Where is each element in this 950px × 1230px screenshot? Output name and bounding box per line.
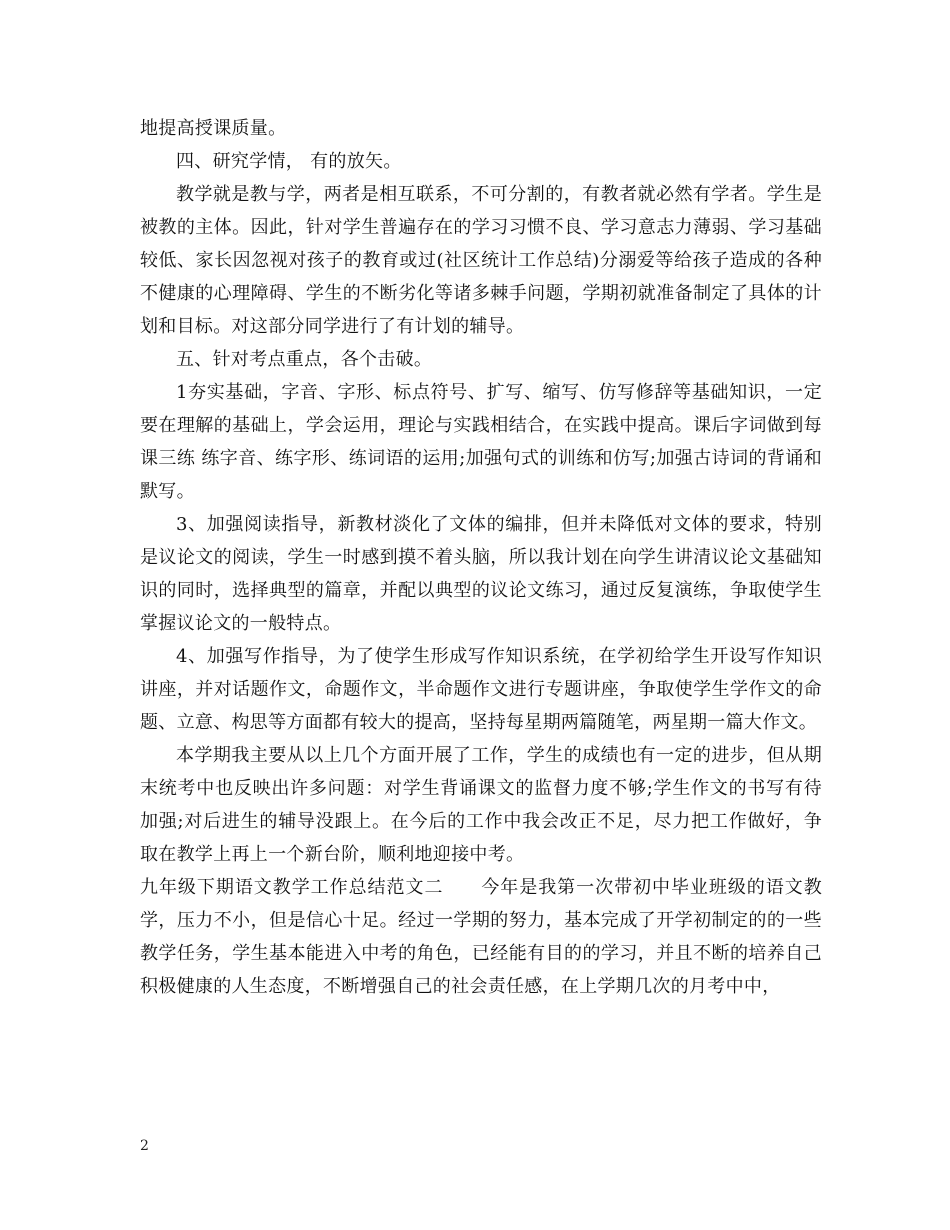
page-number: 2 — [140, 1138, 149, 1154]
paragraph-basics: 1夯实基础，字音、字形、标点符号、扩写、缩写、仿写修辞等基础知识，一定要在理解的基础上，学会运用，理论与实践相结合，在实践中提高。课后字词做到每课三练 练字音、练字形、练词语的运用;加强句式的训练和仿写;加强古诗词的背诵和默写。 — [140, 382, 822, 502]
paragraph-reading: 3、加强阅读指导，新教材淡化了文体的编排，但并未降低对文体的要求，特别是议论文的阅读，学生一时感到摸不着头脑，所以我计划在向学生讲清议论文基础知识的同时，选择典型的篇章，并配以典型的议论文练习，通过反复演练，争取使学生掌握议论文的一般特点。 — [140, 514, 822, 634]
paragraph-writing: 4、加强写作指导，为了使学生形成写作知识系统，在学初给学生开设写作知识讲座，并对话题作文，命题作文，半命题作文进行专题讲座，争取使学生学作文的命题、立意、构思等方面都有较大的提高，坚持每星期两篇随笔，两星期一篇大作文。 — [140, 646, 822, 733]
section-heading-four: 四、研究学情， 有的放矢。 — [176, 151, 402, 172]
section-heading-five: 五、针对考点重点，各个击破。 — [176, 349, 433, 370]
paragraph-summary: 本学期我主要从以上几个方面开展了工作，学生的成绩也有一定的进步，但从期末统考中也反映出许多问题：对学生背诵课文的监督力度不够;学生作文的书写有待加强;对后进生的辅导没跟上。在今后的工作中我会改正不足，尽力把工作做好，争取在教学上再上一个新台阶，顺利地迎接中考。 — [140, 745, 822, 865]
document-body — [140, 112, 822, 1003]
paragraph-sample-two: 九年级下期语文教学工作总结范文二 今年是我第一次带初中毕业班级的语文教学，压力不小，但是信心十足。经过一学期的努力，基本完成了开学初制定的的一些教学任务，学生基本能进入中考的角色，已经能有目的的学习，并且不断的培养自己积极健康的人生态度，不断增强自己的社会责任感，在上学期几次的月考中中， — [140, 877, 822, 997]
paragraph-student-study: 教学就是教与学，两者是相互联系，不可分割的，有教者就必然有学者。学生是被教的主体。因此，针对学生普遍存在的学习习惯不良、学习意志力薄弱、学习基础较低、家长因忽视对孩子的教育或过(社区统计工作总结)分溺爱等给孩子造成的各种不健康的心理障碍、学生的不断劣化等诸多棘手问题，学期初就准备制定了具体的计划和目标。对这部分同学进行了有计划的辅导。 — [140, 184, 822, 337]
paragraph-continuation: 地提高授课质量。 — [140, 118, 287, 139]
